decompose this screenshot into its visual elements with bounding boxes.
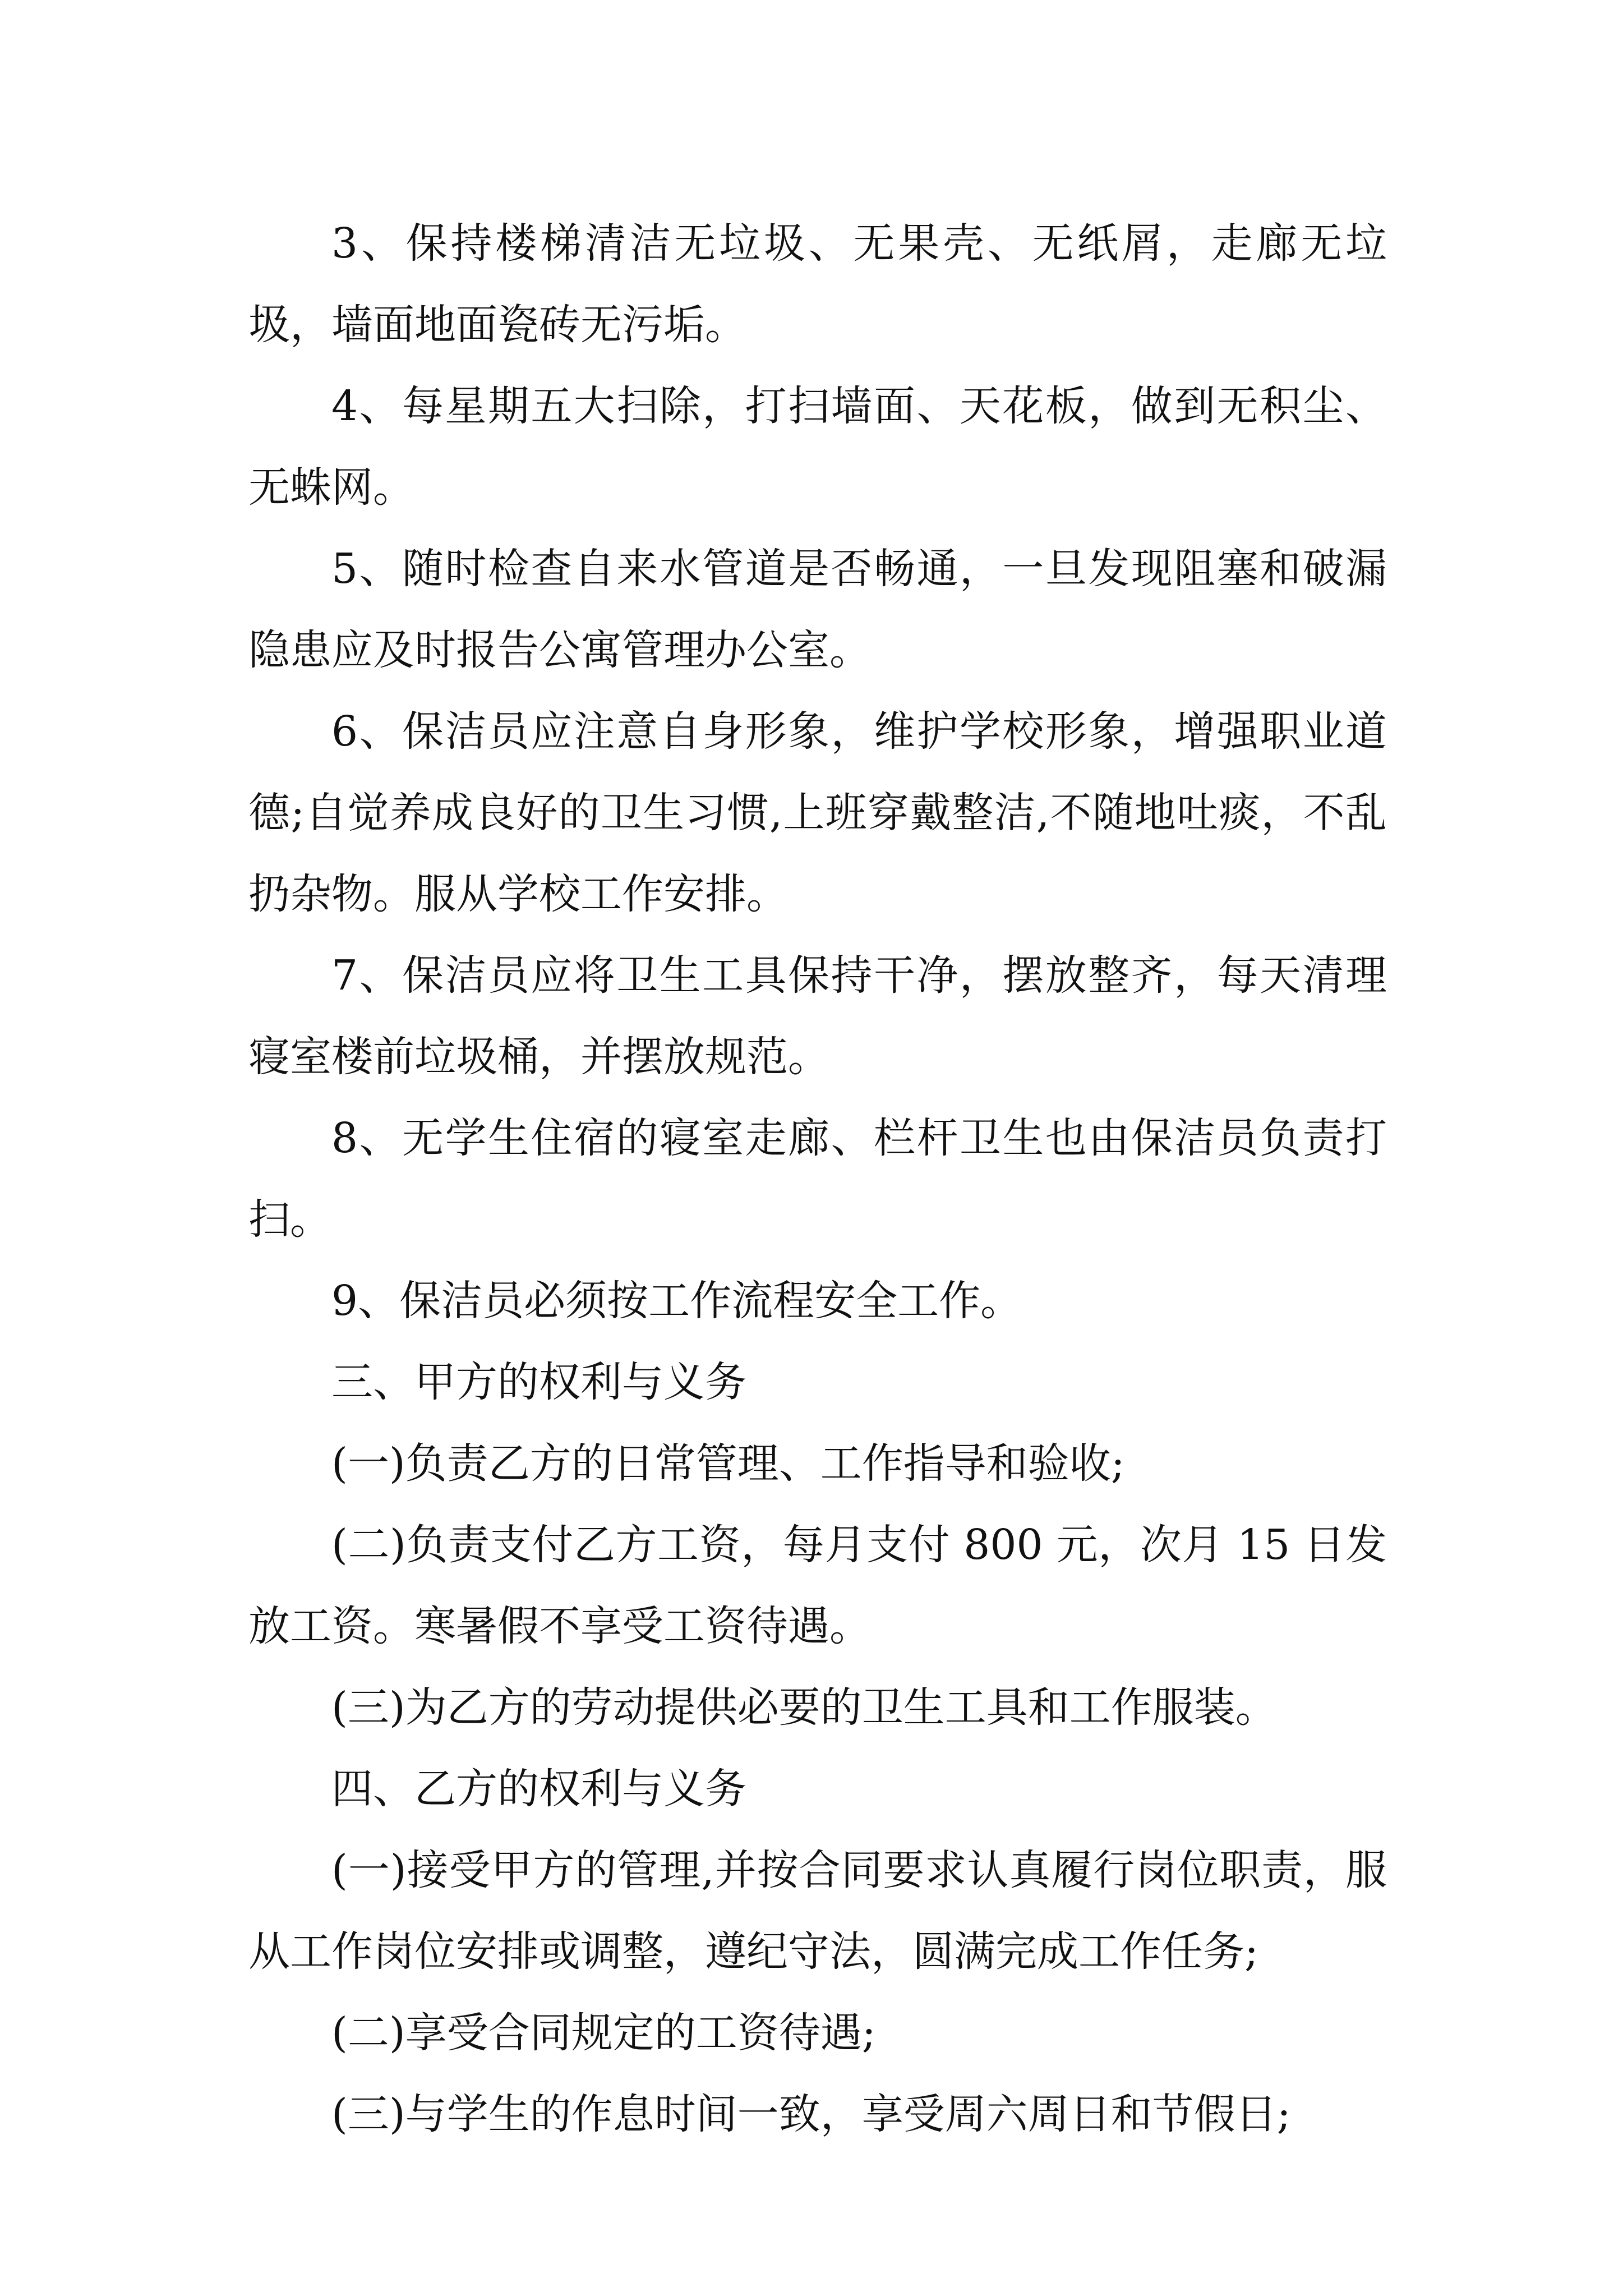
paragraph-item-9: 9、保洁员必须按工作流程安全工作。 (331, 1277, 1022, 1325)
paragraph-item-6: 6、保洁员应注意自身形象，维护学校形象，增强职业道德;自觉养成良好的卫生习惯,上班穿戴整洁,不随地吐痰，不乱扔杂物。服从学校工作安排。 (248, 707, 1387, 918)
paragraph-item-3: 3、保持楼梯清洁无垃圾、无果壳、无纸屑，走廊无垃圾，墙面地面瓷砖无污垢。 (248, 219, 1387, 349)
paragraph-item-8: 8、无学生住宿的寝室走廊、栏杆卫生也由保洁员负责打扫。 (248, 1114, 1387, 1244)
document-body (248, 203, 1387, 2155)
party-b-clause-2: (二)享受合同规定的工资待遇; (331, 2009, 876, 2057)
section-heading-party-b: 四、乙方的权利与义务 (331, 1765, 746, 1813)
paragraph-item-7: 7、保洁员应将卫生工具保持干净，摆放整齐，每天清理寝室楼前垃圾桶，并摆放规范。 (248, 951, 1387, 1081)
paragraph-item-4: 4、每星期五大扫除，打扫墙面、天花板，做到无积尘、无蛛网。 (248, 382, 1387, 512)
paragraph-item-5: 5、随时检查自来水管道是否畅通，一旦发现阻塞和破漏隐患应及时报告公寓管理办公室。 (248, 545, 1387, 674)
party-b-clause-3: (三)与学生的作息时间一致，享受周六周日和节假日; (331, 2090, 1291, 2138)
party-a-clause-2: (二)负责支付乙方工资，每月支付 800 元，次月 15 日发放工资。寒暑假不享受工资待遇。 (248, 1521, 1387, 1650)
section-heading-party-a: 三、甲方的权利与义务 (331, 1358, 746, 1406)
party-a-clause-1: (一)负责乙方的日常管理、工作指导和验收; (331, 1439, 1125, 1488)
party-b-clause-1: (一)接受甲方的管理,并按合同要求认真履行岗位职责，服从工作岗位安排或调整，遵纪守法，圆满完成工作任务; (248, 1846, 1387, 1976)
party-a-clause-3: (三)为乙方的劳动提供必要的卫生工具和工作服装。 (331, 1683, 1277, 1732)
